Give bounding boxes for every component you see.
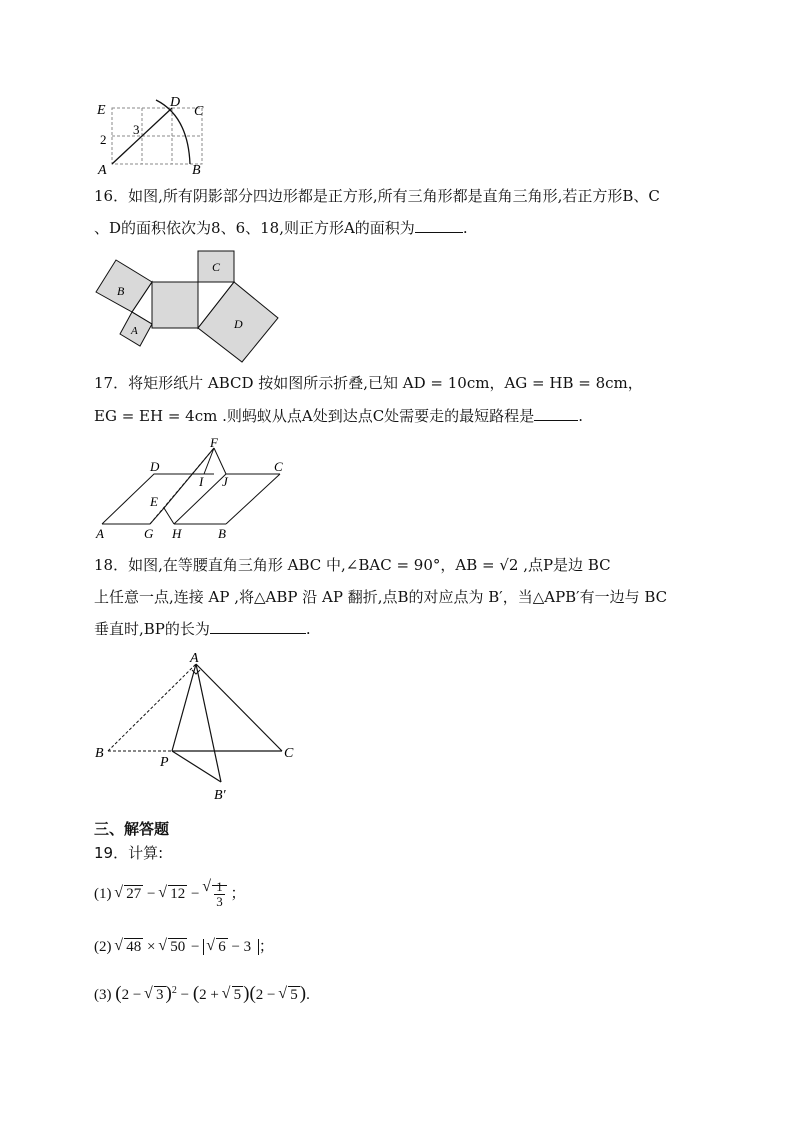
part-index: (3) <box>94 987 112 1003</box>
sqrt-5-a: √ 5 <box>223 987 244 1004</box>
q19-title: 19．计算: <box>94 844 164 862</box>
q19-part1: (1) √ 27 − √ 12 − √ $\frac{1}{3}$ ； <box>94 880 245 909</box>
q18-line2: 上任意一点,连接 AP ,将△ABP 沿 AP 翻折,点B的对应点为 B′，当△APB′有一边与 BC <box>94 588 668 606</box>
figure-q16 <box>94 248 284 366</box>
label-d: D <box>150 459 160 474</box>
q18-line3-text: 垂直时,BP的长为 <box>94 620 210 638</box>
figure-q15 <box>94 94 214 176</box>
label-j: J <box>222 474 228 489</box>
q17-line1: 17．将矩形纸片 ABCD 按如图所示折叠,已知 AD = 10cm，AG = HB = 8cm， <box>94 374 643 392</box>
sqrt-frac: √ $\frac{1}{3}$ <box>203 880 227 909</box>
label-2: 2 <box>100 132 107 147</box>
label-a: A <box>131 325 138 337</box>
q18-end: . <box>305 620 311 638</box>
part-index: (1) <box>94 885 112 902</box>
label-p: P <box>160 755 169 770</box>
label-d: D <box>170 95 181 110</box>
q17-end: . <box>578 407 583 425</box>
label-c: C <box>284 746 294 761</box>
answer-blank <box>534 406 578 421</box>
q18-line3 <box>94 618 311 640</box>
q19-part3: (3) (2 − √ 3 )$^2$ − (2 + √ 5 )(2 − √ 5 ). <box>94 983 310 1005</box>
q16-line2-text: 、D的面积依次为8、6、18,则正方形A的面积为 <box>94 219 415 237</box>
sqrt-12: √ 12 <box>159 886 187 903</box>
label-b: B <box>218 526 226 540</box>
label-a: A <box>98 163 107 176</box>
square-middle <box>152 282 198 328</box>
label-b: B <box>95 746 104 761</box>
sqrt-50: √ 50 <box>159 939 187 956</box>
label-a: A <box>190 651 199 666</box>
sqrt-48: √ 48 <box>115 939 143 956</box>
label-f: F <box>210 435 218 450</box>
label-3: 3 <box>133 122 140 137</box>
sqrt-27: √ 27 <box>115 886 143 903</box>
label-a: A <box>96 526 104 540</box>
label-b: B <box>192 163 201 176</box>
answer-blank <box>415 218 463 233</box>
answer-blank <box>210 619 306 634</box>
label-b: B <box>117 284 125 298</box>
q16-end: . <box>462 219 468 237</box>
label-i: I <box>199 474 204 489</box>
label-e: E <box>150 494 158 509</box>
label-b-prime: B′ <box>214 788 226 803</box>
figure-q17 <box>94 434 306 540</box>
sqrt-3: √ 3 <box>145 987 166 1004</box>
q16-line2 <box>94 217 468 239</box>
label-e: E <box>97 103 106 118</box>
q17-line2-text: EG = EH = 4cm .则蚂蚁从点A处到达点C处需要走的最短路程是 <box>94 407 535 425</box>
label-c: C <box>212 260 221 274</box>
label-c: C <box>274 459 283 474</box>
figure-q18 <box>94 648 304 804</box>
label-g: G <box>144 526 154 540</box>
q18-line1: 18．如图,在等腰直角三角形 ABC 中,∠BAC = 90°，AB = √2 ,点P是边 BC <box>94 556 611 574</box>
q16-line1: 16．如图,所有阴影部分四边形都是正方形,所有三角形都是直角三角形,若正方形B、C <box>94 187 660 205</box>
q19-part2: (2) √ 48 × √ 50 − √ 6 − 3 ； <box>94 935 274 956</box>
label-d: D <box>234 317 243 331</box>
q17-line2 <box>94 405 583 427</box>
section-title: 三、解答题 <box>94 820 170 838</box>
label-c: C <box>194 104 204 119</box>
label-h: H <box>172 526 182 540</box>
sqrt-5-b: √ 5 <box>279 987 300 1004</box>
absolute-value: √ 6 − 3 <box>203 939 259 955</box>
part-index: (2) <box>94 939 112 955</box>
